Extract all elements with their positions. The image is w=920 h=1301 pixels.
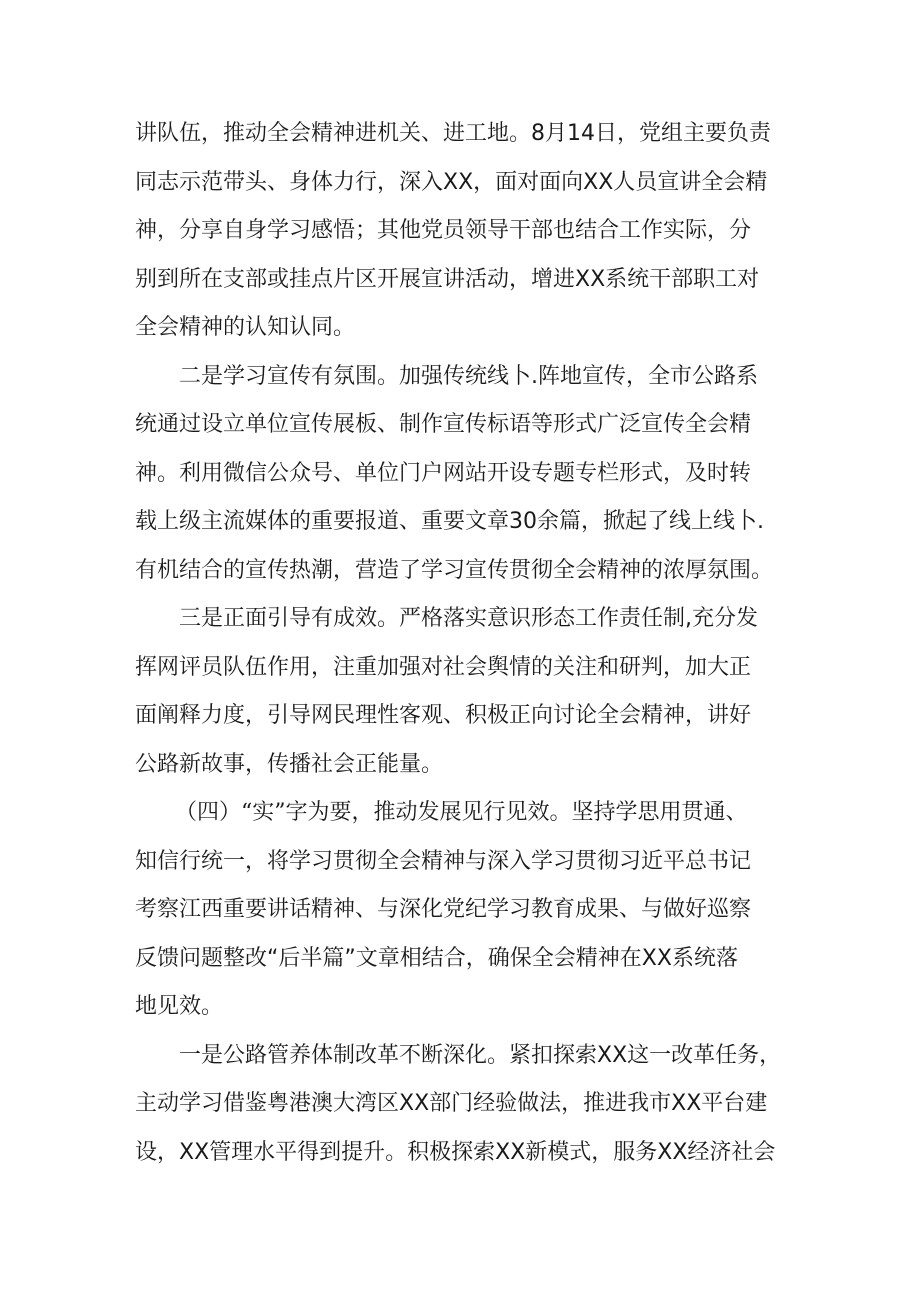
text-line: 神，分享自身学习感悟；其他党员领导干部也结合工作实际，分 [135, 218, 752, 243]
text-line: 考察江西重要讲话精神、与深化党纪学习教育成果、与做好巡察 [135, 897, 752, 922]
text-line: 同志示范带头、身体力行，深入XX，面对面向XX人员宣讲全会精 [135, 169, 768, 195]
text-line: 统通过设立单位宣传展板、制作宣传标语等形式广泛宣传全会精 [135, 412, 752, 437]
text-line: 载上级主流媒体的重要报道、重要文章30余篇，掀起了线上线卜. [135, 509, 764, 534]
paragraph-reform [135, 1032, 795, 1178]
text-segment: 坚持学思用贯通、 [571, 800, 748, 825]
text-line: 反馈问题整改“后半篇”文章相结合，确保全会精神在XX系统落 [135, 945, 738, 971]
paragraph-lead: （四）“实”字为要，推动发展见行见效。 [175, 800, 572, 825]
paragraph-lead: 一是公路管养体制改革不断深化。 [179, 1042, 510, 1068]
text-line: 有机结合的宣传热潮，营造了学习宣传贯彻全会精神的浓厚氛围。 [135, 557, 774, 583]
text-line [135, 789, 795, 838]
paragraph-section-four [135, 789, 795, 1032]
text-line: 公路新故事，传播社会正能量。 [135, 751, 444, 777]
text-line: 讲队伍，推动全会精神进机关、进工地。8月14日，党组主要负责 [135, 121, 771, 146]
paragraph-lead: 二是学习宣传有氛围。 [179, 363, 400, 389]
text-line: 主动学习借鉴粤港澳大湾区XX部门经验做法，推进我市XX平台建 [135, 1091, 768, 1116]
paragraph-publicity [135, 353, 795, 596]
text-line: 面阐释力度，引导网民理性客观、积极正向讨论全会精神，讲好 [135, 703, 752, 728]
paragraph-propaganda-team [135, 110, 795, 353]
text-line [135, 353, 795, 402]
text-line: 设，XX管理水平得到提升。积极探索XX新模式，服务XX经济社会 [135, 1139, 776, 1165]
text-segment: 加强传统线卜.阵地宣传，全市公路系 [399, 363, 759, 389]
text-line: 知信行统一，将学习贯彻全会精神与深入学习贯彻习近平总书记 [135, 848, 752, 874]
text-line: 全会精神的认知认同。 [135, 315, 356, 340]
paragraph-lead: 三是正面引导有成效。 [179, 606, 400, 631]
text-line: 挥网评员队伍作用，注重加强对社会舆情的关注和研判，加大正 [135, 654, 752, 680]
text-line [135, 1032, 795, 1081]
paragraph-guidance [135, 595, 795, 789]
text-segment: 严格落实意识形态工作责任制,充分发 [399, 606, 759, 631]
text-line [135, 595, 795, 644]
text-line: 别到所在支部或挂点片区开展宣讲活动，增进XX系统干部职工对 [135, 266, 760, 292]
document-body [135, 110, 795, 1177]
text-line: 神。利用微信公众号、单位门户网站开设专题专栏形式，及时转 [135, 460, 752, 486]
text-line: 地见效。 [135, 994, 224, 1019]
text-segment: 紧扣探索XX这一改革任务， [509, 1042, 782, 1068]
